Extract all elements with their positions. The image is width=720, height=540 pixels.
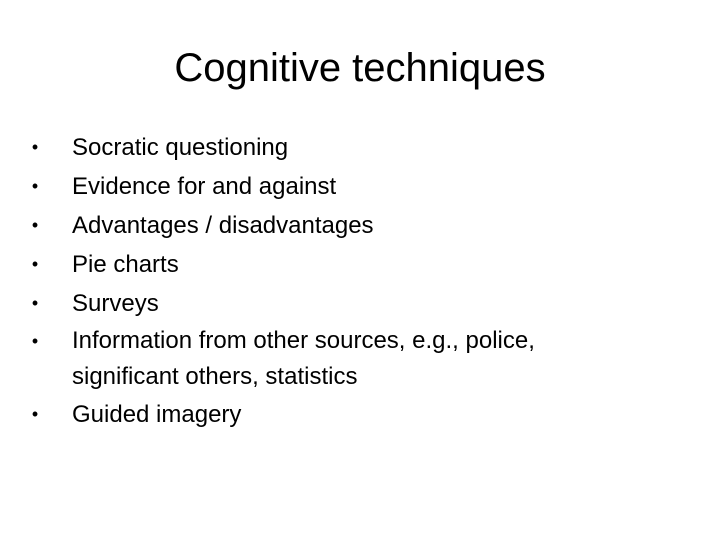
bullet-icon: •: [31, 176, 39, 196]
bullet-icon: •: [31, 331, 39, 351]
bullet-icon: •: [31, 293, 39, 313]
bullet-list: [28, 128, 648, 434]
list-item: [28, 245, 648, 284]
slide-title: Cognitive techniques: [174, 46, 546, 90]
list-item: [28, 167, 648, 206]
list-item: [28, 323, 648, 395]
bullet-icon: •: [31, 137, 39, 157]
bullet-text: Socratic questioning: [72, 134, 289, 161]
bullet-text: Surveys: [72, 290, 159, 317]
list-item: [28, 206, 648, 245]
bullet-icon: •: [31, 404, 39, 424]
bullet-text: Information from other sources, e.g., police, significant others, statistics: [72, 327, 535, 390]
bullet-text: Pie charts: [72, 251, 179, 278]
bullet-icon: •: [31, 254, 39, 274]
bullet-text: Advantages / disadvantages: [72, 212, 374, 239]
list-item: [28, 395, 648, 434]
bullet-text: Guided imagery: [72, 401, 242, 428]
list-item: [28, 284, 648, 323]
bullet-icon: •: [31, 215, 39, 235]
list-item: [28, 128, 648, 167]
bullet-text: Evidence for and against: [72, 173, 337, 200]
